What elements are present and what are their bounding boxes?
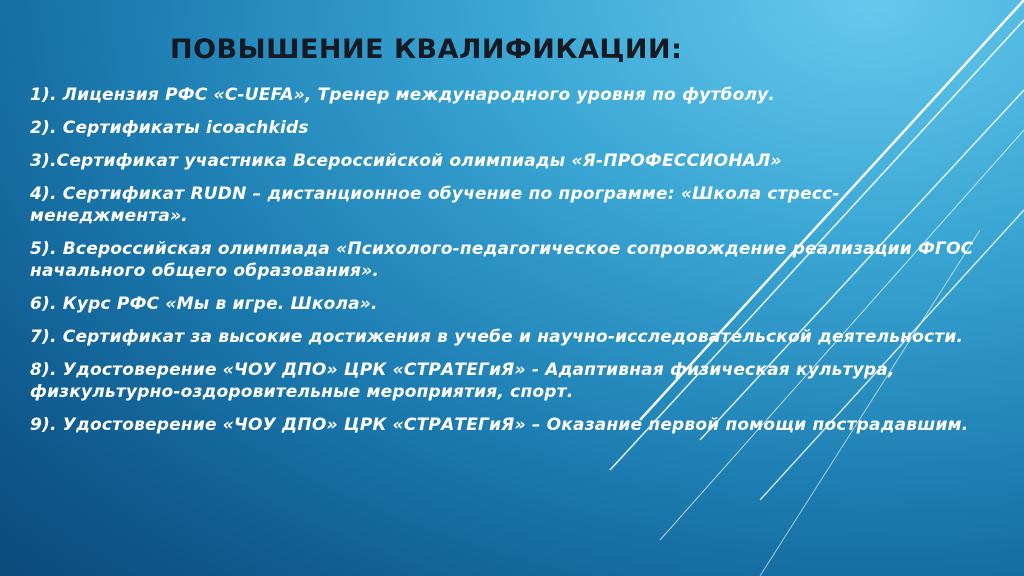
list-item: 3).Сертификат участника Всероссийской олимпиады «Я-ПРОФЕССИОНАЛ» <box>30 151 782 171</box>
list-item: 4). Сертификат RUDN – дистанционное обучение по программе: «Школа стресс-менеджмента». <box>30 184 840 226</box>
list-item: 8). Удостоверение «ЧОУ ДПО» ЦРК «СТРАТЕГиЯ» - Адаптивная физическая культура, физкультурно-оздоровительные мероприятия, спорт. <box>30 360 895 402</box>
slide-title: ПОВЫШЕНИЕ КВАЛИФИКАЦИИ: <box>170 34 683 65</box>
list-item: 2). Сертификаты icoachkids <box>30 118 309 138</box>
list-item: 5). Всероссийская олимпиада «Психолого-педагогическое сопровождение реализации ФГОС начального общего образования». <box>30 239 974 281</box>
qualification-list <box>30 84 990 447</box>
list-item: 9). Удостоверение «ЧОУ ДПО» ЦРК «СТРАТЕГиЯ» – Оказание первой помощи пострадавшим. <box>30 415 969 435</box>
list-item: 7). Сертификат за высокие достижения в учебе и научно-исследовательской деятельности. <box>30 327 964 347</box>
list-item: 1). Лицензия РФС «C-UEFA», Тренер международного уровня по футболу. <box>30 85 776 105</box>
list-item: 6). Курс РФС «Мы в игре. Школа». <box>30 294 378 314</box>
